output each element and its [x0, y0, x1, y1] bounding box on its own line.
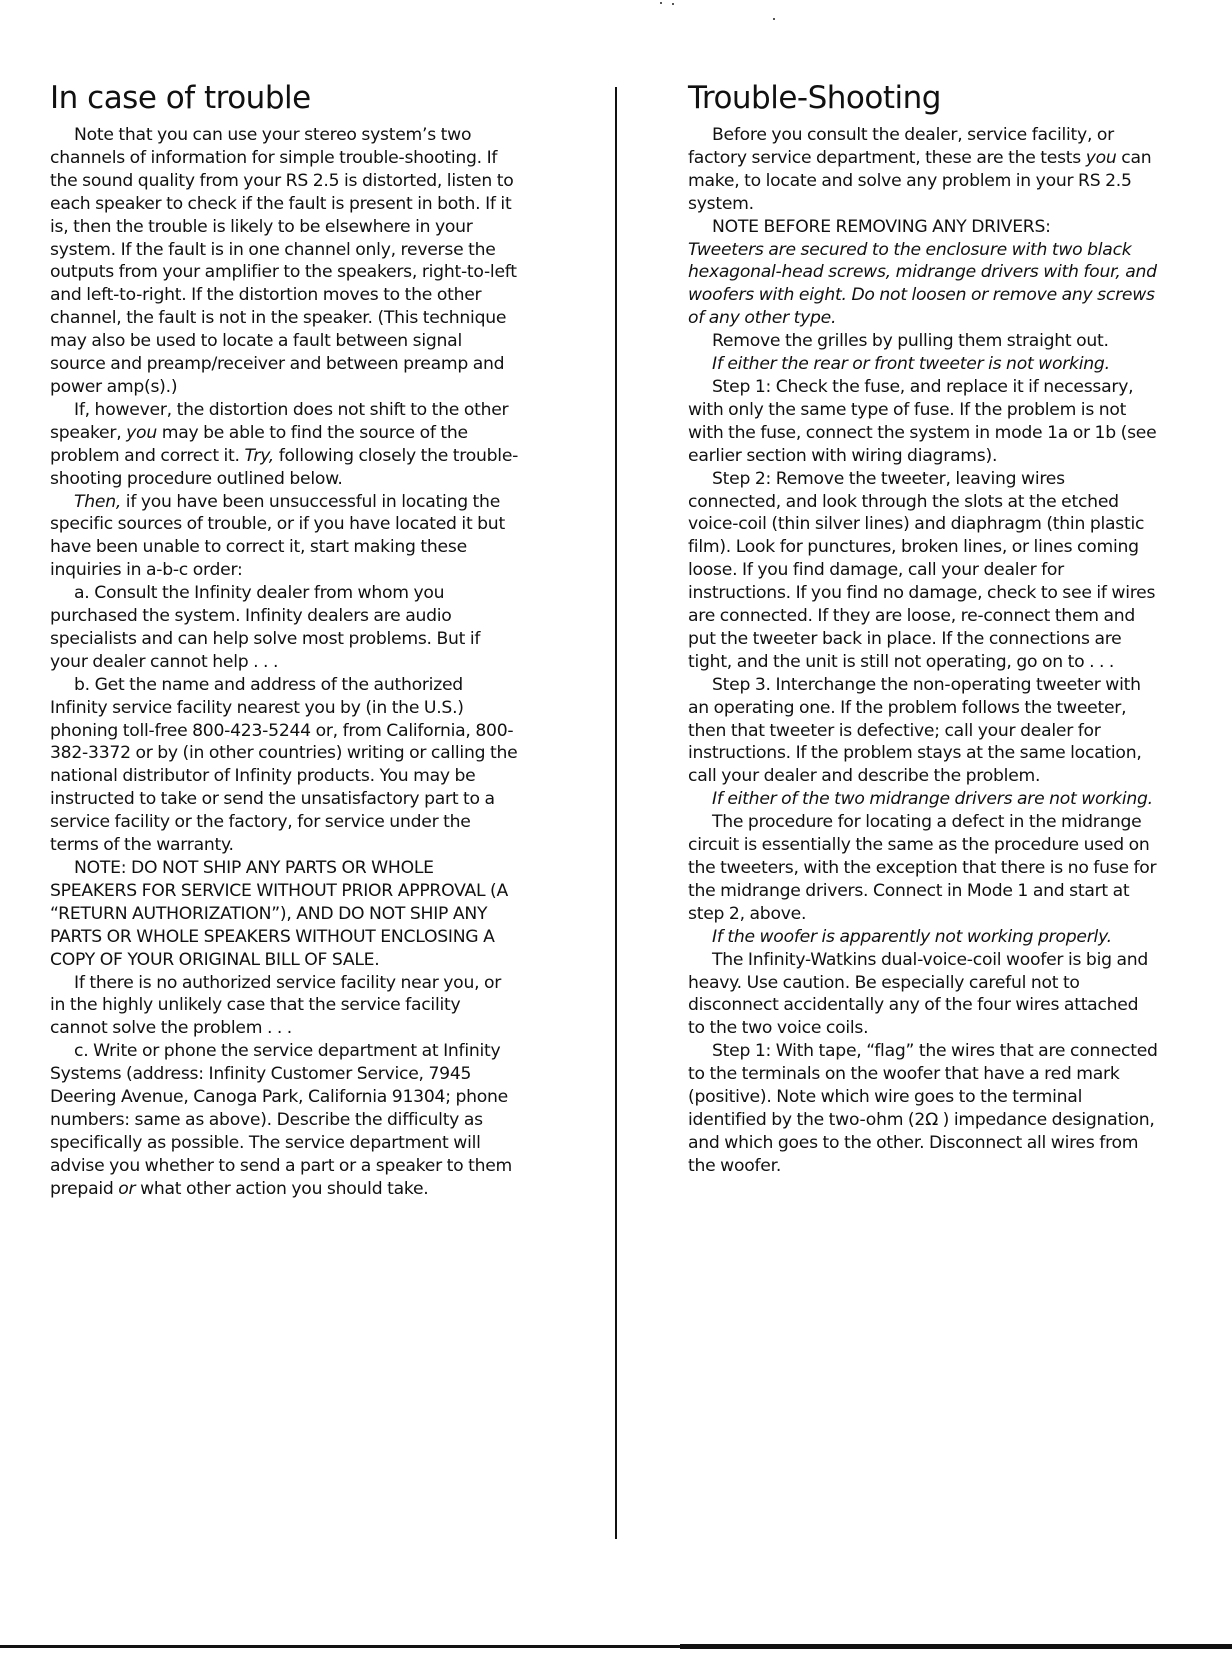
emphasis: you — [1085, 147, 1117, 168]
paragraph-intro — [688, 124, 1158, 216]
page-bottom-edge-shadow — [680, 1644, 1232, 1649]
paragraph-step-a-dealer: a. Consult the Infinity dealer from whom you purchased the system. Infinity dealers are audio specialists and can help solve most problems. But if your dealer cannot help . . . — [50, 583, 481, 672]
right-column — [688, 78, 1158, 1178]
text: may be able to find the source of the problem and correct it. — [50, 422, 468, 466]
note-heading: NOTE BEFORE REMOVING ANY DRIVERS: — [712, 216, 1051, 237]
section-title-trouble-shooting: Trouble-Shooting — [688, 80, 941, 116]
emphasis: or — [118, 1178, 136, 1199]
scan-speck — [773, 18, 775, 20]
subheading-midrange: If either of the two midrange drivers are not working. — [712, 789, 1153, 810]
tweeter-step-3: Step 3. Interchange the non-operating tweeter with an operating one. If the problem follows the tweeter, then that tweeter is defective; call your dealer for instructions. If the problem stays at the same location, call your dealer and describe the problem. — [688, 674, 1142, 787]
tweeter-step-2: Step 2: Remove the tweeter, leaving wires connected, and look through the slots at the etched voice-coil (thin silver lines) and diaphragm (thin plastic film). Look for punctures, broken lines, or lines coming loose. If you find damage, call your dealer for instructions. If you find no damage, check to see if wires are connected. If they are loose, re-connect them and put the tweeter back in place. If the connections are tight, and the unit is still not operating, go on to . . . — [688, 468, 1156, 672]
text: following closely the trouble-shooting procedure outlined below. — [50, 445, 519, 489]
text: Before you consult the dealer, service facility, or factory service department, these are the tests — [688, 125, 1114, 168]
emphasis: Try, — [244, 445, 274, 466]
note-screws: Tweeters are secured to the enclosure with two black hexagonal-head screws, midrange drivers with four, and woofers with eight. Do not loosen or remove any screws of any other type. — [688, 239, 1157, 329]
emphasis: you — [126, 422, 157, 443]
section-title-in-case-of-trouble: In case of trouble — [50, 80, 311, 116]
woofer-step-1: Step 1: With tape, “flag” the wires that are connected to the terminals on the woofer that have a red mark (positive). Note which wire goes to the terminal identified by the two-ohm (2Ω ) impedance designation, and which goes to the other. Disconnect all wires from the woofer. — [688, 1041, 1158, 1176]
emphasis: Then, — [74, 491, 122, 512]
text: what other action you should take. — [135, 1178, 429, 1199]
paragraph-step-b-service-facility: b. Get the name and address of the authorized Infinity service facility nearest you by (in the U.S.) phoning toll-free 800-423-5244 or, from California, 800-382-3372 or by (in other countries) writing or calling the national distributor of Infinity products. You may be instructed to take or send the unsatisfactory part to a service facility or the factory, for service under the terms of the warranty. — [50, 674, 518, 856]
text: can make, to locate and solve any problem in your RS 2.5 system. — [688, 147, 1152, 214]
paragraph-step-c-service-department — [50, 1040, 520, 1200]
paragraph-shipping-note: NOTE: DO NOT SHIP ANY PARTS OR WHOLE SPEAKERS FOR SERVICE WITHOUT PRIOR APPROVAL (A “RETURN AUTHORIZATION”), AND DO NOT SHIP ANY PARTS OR WHOLE SPEAKERS WITHOUT ENCLOSING A COPY OF YOUR ORIGINAL BILL OF SALE. — [50, 858, 509, 970]
midrange-procedure: The procedure for locating a defect in the midrange circuit is essentially the same as the procedure used on the tweeters, with the exception that there is no fuse for the midrange drivers. Connect in Mode 1 and start at step 2, above. — [688, 812, 1157, 924]
paragraph-no-facility: If there is no authorized service facility near you, or in the highly unlikely case that the service facility cannot solve the problem . . . — [50, 972, 502, 1039]
subheading-woofer: If the woofer is apparently not working properly. — [712, 926, 1112, 947]
paragraph-remove-grilles: Remove the grilles by pulling them straight out. — [712, 331, 1109, 352]
paragraph-distortion-not-shift — [50, 399, 520, 491]
tweeter-step-1: Step 1: Check the fuse, and replace it if necessary, with only the same type of fuse. If the problem is not with the fuse, connect the system in mode 1a or 1b (see earlier section with wiring diagrams). — [688, 376, 1157, 466]
left-column — [50, 78, 520, 1201]
text: c. Write or phone the service department at Infinity Systems (address: Infinity Customer Service, 7945 Deering Avenue, Canoga Park, California 91304; phone numbers: same as above). Describe the difficulty as specifically as possible. The service department will advise you whether to send a part or a speaker to them prepaid — [50, 1041, 513, 1199]
column-divider — [615, 87, 617, 1539]
scan-speck — [660, 2, 662, 4]
paragraph-stereo-channels: Note that you can use your stereo system’s two channels of information for simple trouble-shooting. If the sound quality from your RS 2.5 is distorted, listen to each speaker to check if the fault is present in both. If it is, then the trouble is likely to be elsewhere in your system. If the fault is in one channel only, reverse the outputs from your amplifier to the speakers, right-to-left and left-to-right. If the distortion moves to the other channel, the fault is not in the speaker. (This technique may also be used to locate a fault between signal source and preamp/receiver and between preamp and power amp(s).) — [50, 125, 517, 397]
woofer-caution: The Infinity-Watkins dual-voice-coil woofer is big and heavy. Use caution. Be especially careful not to disconnect accidentally any of the four wires attached to the two voice coils. — [688, 949, 1149, 1039]
paragraph-then-inquiries — [50, 491, 520, 583]
scan-speck — [672, 3, 674, 5]
text: If, however, the distortion does not shift to the other speaker, — [50, 399, 509, 443]
text: if you have been unsuccessful in locating the specific sources of trouble, or if you have located it but have been unable to correct it, start making these inquiries in a-b-c order: — [50, 491, 505, 581]
subheading-tweeter: If either the rear or front tweeter is not working. — [712, 354, 1110, 375]
